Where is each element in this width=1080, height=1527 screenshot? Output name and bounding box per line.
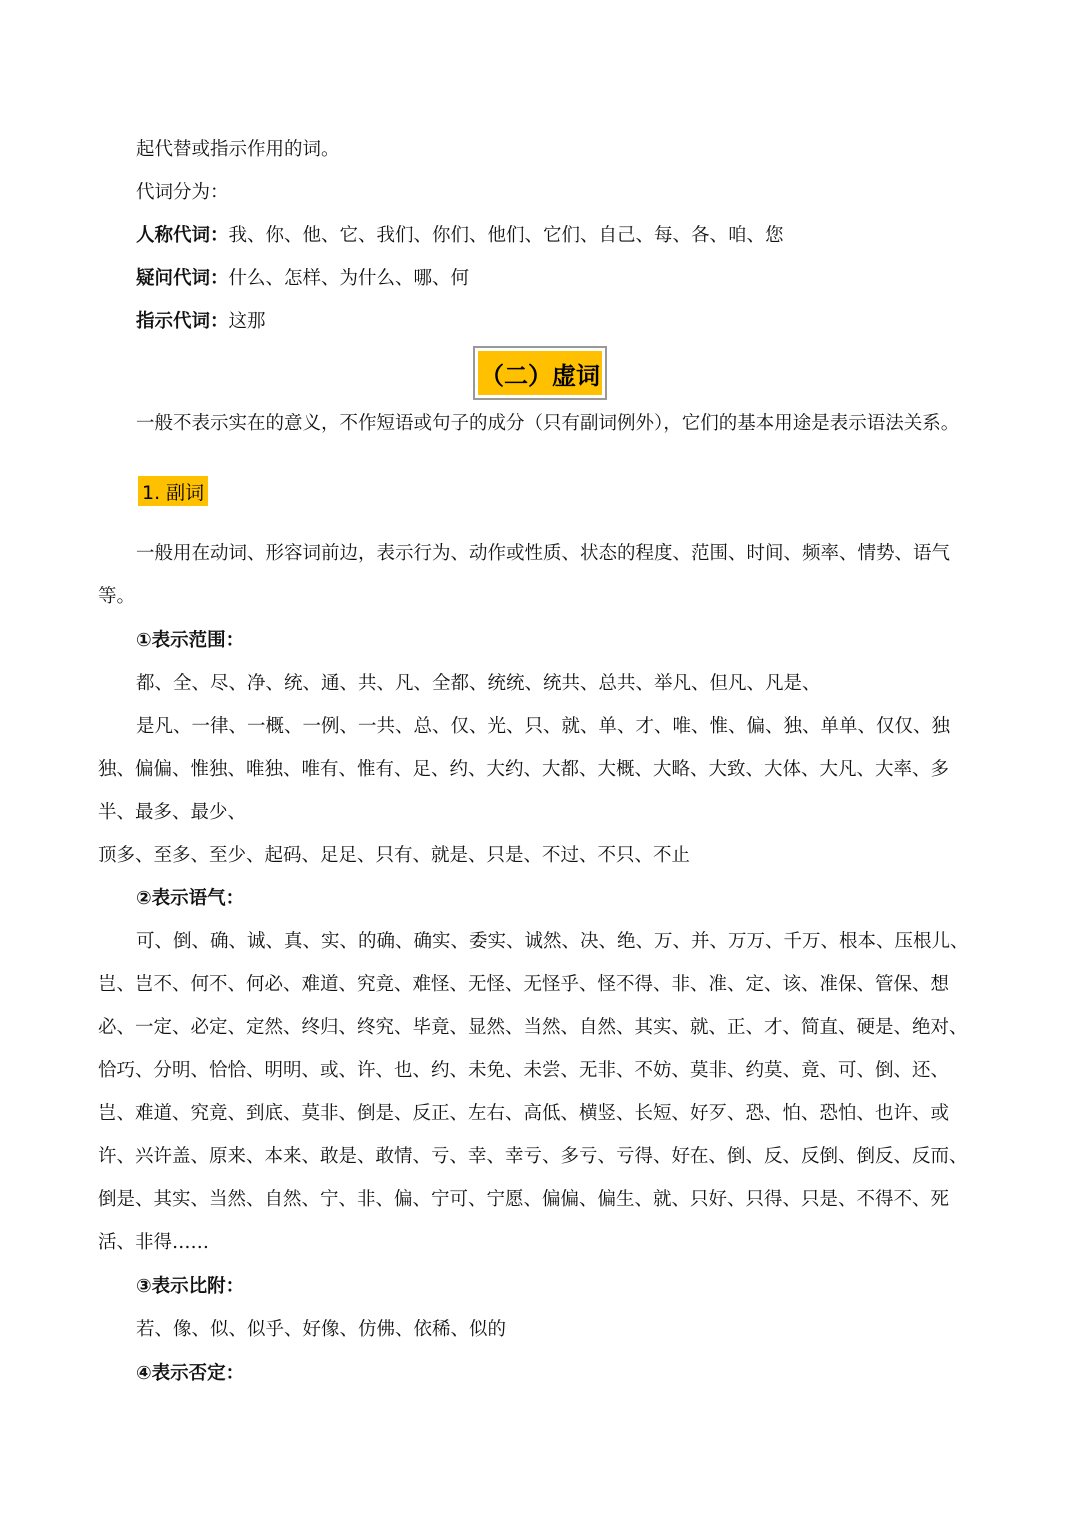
function-words-heading-box <box>473 346 607 400</box>
scope-line-4: 半、最多、最少、 <box>98 802 247 823</box>
interrogative-pronoun-label: 疑问代词： <box>136 268 229 289</box>
scope-label: ①表示范围： <box>136 630 245 651</box>
personal-pronoun-label: 人称代词： <box>136 225 229 246</box>
mood-line-8: 活、非得…… <box>98 1232 210 1253</box>
personal-pronoun-row <box>136 223 784 249</box>
demonstrative-pronoun-items: 这那 <box>228 311 266 332</box>
scope-line-5: 顶多、至多、至少、起码、足足、只有、就是、只是、不过、不只、不止 <box>98 845 691 866</box>
adverb-description-line-2: 等。 <box>98 586 136 607</box>
adverb-description-line-1: 一般用在动词、形容词前边，表示行为、动作或性质、状态的程度、范围、时间、频率、情势、语气 <box>136 543 951 564</box>
scope-line-2: 是凡、一律、一概、一例、一共、总、仅、光、只、就、单、才、唯、惟、偏、独、单单、仅仅、独 <box>136 716 951 737</box>
comparison-label: ③表示比附： <box>136 1276 245 1297</box>
mood-label: ②表示语气： <box>136 888 245 909</box>
mood-line-2: 岂、岂不、何不、何必、难道、究竟、难怪、无怪、无怪乎、怪不得、非、准、定、该、准保、管保、想 <box>98 974 950 995</box>
mood-line-4: 恰巧、分明、恰恰、明明、或、许、也、约、未免、未尝、无非、不妨、莫非、约莫、竟、可、倒、还、 <box>98 1060 950 1081</box>
mood-line-3: 必、一定、必定、定然、终归、终究、毕竟、显然、当然、自然、其实、就、正、才、简直、硬是、绝对、 <box>98 1017 968 1038</box>
pronoun-categories-intro: 代词分为： <box>136 182 229 203</box>
mood-line-5: 岂、难道、究竟、到底、莫非、倒是、反正、左右、高低、横竖、长短、好歹、恐、怕、恐怕、也许、或 <box>98 1103 950 1124</box>
scope-line-1: 都、全、尽、净、统、通、共、凡、全都、统统、统共、总共、举凡、但凡、凡是、 <box>136 673 821 694</box>
mood-line-1: 可、倒、确、诚、真、实、的确、确实、委实、诚然、决、绝、万、并、万万、千万、根本、压根儿、 <box>136 931 969 952</box>
adverb-heading: 1. 副词 <box>138 476 208 506</box>
mood-line-6: 许、兴许盖、原来、本来、敢是、敢情、亏、幸、幸亏、多亏、亏得、好在、倒、反、反倒、倒反、反而、 <box>98 1146 968 1167</box>
function-words-heading: （二）虚词 <box>478 351 602 395</box>
mood-line-7: 倒是、其实、当然、自然、宁、非、偏、宁可、宁愿、偏偏、偏生、就、只好、只得、只是、不得不、死 <box>98 1189 950 1210</box>
pronoun-definition: 起代替或指示作用的词。 <box>136 139 340 160</box>
interrogative-pronoun-items: 什么、怎样、为什么、哪、何 <box>228 268 470 289</box>
comparison-items: 若、像、似、似乎、好像、仿佛、依稀、似的 <box>136 1319 507 1340</box>
interrogative-pronoun-row <box>136 266 469 292</box>
scope-line-3: 独、偏偏、惟独、唯独、唯有、惟有、足、约、大约、大都、大概、大略、大致、大体、大凡、大率、多 <box>98 759 950 780</box>
negation-label: ④表示否定： <box>136 1363 245 1384</box>
personal-pronoun-items: 我、你、他、它、我们、你们、他们、它们、自己、每、各、咱、您 <box>228 225 784 246</box>
function-words-description: 一般不表示实在的意义，不作短语或句子的成分（只有副词例外），它们的基本用途是表示语法关系。 <box>136 413 960 434</box>
demonstrative-pronoun-label: 指示代词： <box>136 311 229 332</box>
demonstrative-pronoun-row <box>136 309 266 335</box>
